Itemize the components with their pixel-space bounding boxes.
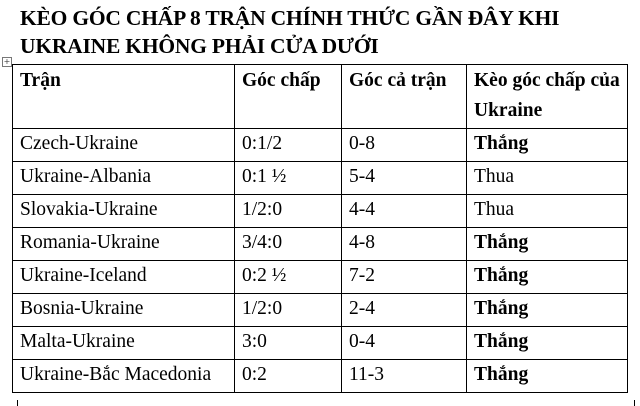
- cell-result: Thắng: [467, 261, 628, 294]
- table-row: [13, 195, 628, 228]
- table-row: [13, 162, 628, 195]
- cell-match: Ukraine-Iceland: [13, 261, 235, 294]
- cell-corners: 0-8: [342, 129, 467, 162]
- header-corners: Góc cả trận: [342, 65, 467, 129]
- header-handicap: Góc chấp: [235, 65, 342, 129]
- cell-result: Thắng: [467, 360, 628, 393]
- cell-result: Thua: [467, 195, 628, 228]
- table-row: [13, 327, 628, 360]
- cell-result: Thắng: [467, 327, 628, 360]
- cell-result: Thắng: [467, 228, 628, 261]
- table-header-row: [13, 65, 628, 129]
- cell-corners: 4-4: [342, 195, 467, 228]
- cell-match: Ukraine-Bắc Macedonia: [13, 360, 235, 393]
- cell-handicap: 3/4:0: [235, 228, 342, 261]
- cell-handicap: 0:2 ½: [235, 261, 342, 294]
- table-row: [13, 129, 628, 162]
- cell-corners: 7-2: [342, 261, 467, 294]
- cell-corners: 2-4: [342, 294, 467, 327]
- table-move-handle-icon[interactable]: +: [3, 57, 11, 66]
- cell-corners: 4-8: [342, 228, 467, 261]
- handicap-table: [12, 64, 628, 393]
- document-title: KÈO GÓC CHẤP 8 TRẬN CHÍNH THỨC GẦN ĐÂY KHI UKRAINE KHÔNG PHẢI CỬA DƯỚI: [20, 6, 560, 58]
- cell-handicap: 3:0: [235, 327, 342, 360]
- cell-match: Bosnia-Ukraine: [13, 294, 235, 327]
- cell-match: Slovakia-Ukraine: [13, 195, 235, 228]
- page-edge-mark: [634, 400, 635, 406]
- page-edge-mark: [17, 400, 18, 406]
- cell-handicap: 0:1/2: [235, 129, 342, 162]
- cell-match: Ukraine-Albania: [13, 162, 235, 195]
- cell-match: Czech-Ukraine: [13, 129, 235, 162]
- cell-result: Thua: [467, 162, 628, 195]
- table-row: [13, 360, 628, 393]
- cell-result: Thắng: [467, 129, 628, 162]
- table-row: [13, 228, 628, 261]
- cell-corners: 5-4: [342, 162, 467, 195]
- cell-handicap: 1/2:0: [235, 195, 342, 228]
- header-ukraine-result: Kèo góc chấp của Ukraine: [467, 65, 628, 129]
- header-match: Trận: [13, 65, 235, 129]
- cell-match: Malta-Ukraine: [13, 327, 235, 360]
- cell-match: Romania-Ukraine: [13, 228, 235, 261]
- cell-handicap: 0:1 ½: [235, 162, 342, 195]
- cell-corners: 11-3: [342, 360, 467, 393]
- table-row: [13, 261, 628, 294]
- cell-corners: 0-4: [342, 327, 467, 360]
- cell-handicap: 1/2:0: [235, 294, 342, 327]
- table-row: [13, 294, 628, 327]
- cell-result: Thắng: [467, 294, 628, 327]
- cell-handicap: 0:2: [235, 360, 342, 393]
